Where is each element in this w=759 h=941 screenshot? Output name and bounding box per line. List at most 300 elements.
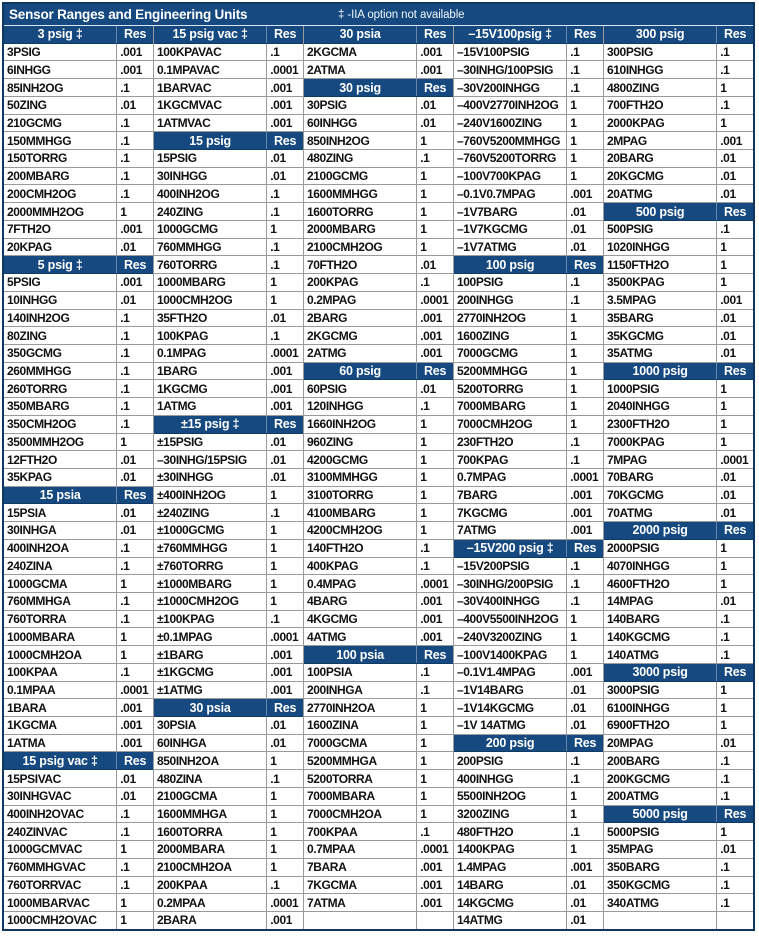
unit-value: 2770INH2OG (454, 310, 567, 327)
res-value: 1 (570, 399, 577, 414)
unit-value: 4800ZING (604, 79, 717, 96)
unit-value: 4BARG (304, 593, 417, 610)
section-header (454, 735, 603, 753)
res-value: 1 (120, 913, 127, 928)
unit-value: 140KGCMG (604, 628, 717, 645)
unit-value: 850INH2OA (154, 752, 267, 769)
res-value: .1 (720, 45, 730, 60)
section-header (604, 522, 753, 540)
range-row (604, 841, 753, 859)
unit-value: –240V1600ZING (454, 115, 567, 132)
res-value: .001 (270, 682, 292, 697)
unit-value: 760TORRVAC (4, 877, 117, 894)
unit-value: 1600TORRA (154, 823, 267, 840)
unit-value: 7MPAG (604, 451, 717, 468)
range-row (154, 451, 303, 469)
res-value: .01 (570, 718, 586, 733)
res-value: 1 (270, 275, 277, 290)
res-value: .001 (420, 62, 442, 77)
range-row (304, 469, 453, 487)
unit-value: 400INHGG (454, 770, 567, 787)
unit-value: ±100KPAG (154, 611, 267, 628)
res-value: 1 (270, 594, 277, 609)
unit-value: 400KPAG (304, 558, 417, 575)
unit-value: 1000MBARA (4, 628, 117, 645)
range-row (304, 44, 453, 62)
res-header-label: Res (723, 806, 747, 821)
range-row (4, 434, 153, 452)
range-row (454, 788, 603, 806)
range-row (4, 79, 153, 97)
range-row (4, 735, 153, 753)
range-row (154, 363, 303, 381)
unit-value: 0.1MPAA (4, 682, 117, 699)
range-row (604, 735, 753, 753)
unit-value: 850INH2OG (304, 132, 417, 149)
unit-value: 60PSIG (304, 380, 417, 397)
range-row (154, 558, 303, 576)
range-row (304, 487, 453, 505)
unit-value: 1BARA (4, 699, 117, 716)
res-value: .001 (420, 612, 442, 627)
range-row (304, 150, 453, 168)
unit-value: 0.1MPAVAC (154, 61, 267, 78)
res-value: .01 (270, 434, 286, 449)
range-row (454, 699, 603, 717)
unit-value: 2300FTH2O (604, 416, 717, 433)
range-row (4, 788, 153, 806)
range-row (454, 841, 603, 859)
res-value: .01 (570, 700, 586, 715)
res-value: 1 (420, 222, 427, 237)
section-header-label: 30 psia (154, 699, 267, 716)
range-row (454, 380, 603, 398)
unit-value: 7KGCMA (304, 877, 417, 894)
section-header-label: 100 psig (454, 256, 567, 273)
unit-value: 150MMHGG (4, 132, 117, 149)
range-row (454, 628, 603, 646)
res-value: .01 (120, 789, 136, 804)
res-value: .001 (720, 133, 742, 148)
unit-value: 3200ZING (454, 806, 567, 823)
range-row (604, 327, 753, 345)
unit-value: 0.7MPAA (304, 841, 417, 858)
section-header-label: 500 psig (604, 203, 717, 220)
section-header (304, 363, 453, 381)
range-row (304, 628, 453, 646)
res-value: 1 (720, 434, 727, 449)
res-value: 1 (720, 115, 727, 130)
res-value: .1 (420, 275, 430, 290)
unit-value: 350MBARG (4, 398, 117, 415)
res-value: .01 (720, 842, 736, 857)
range-row (4, 150, 153, 168)
range-row (304, 752, 453, 770)
res-value: 1 (270, 293, 277, 308)
range-row (454, 522, 603, 540)
res-value: .01 (570, 877, 586, 892)
range-row (154, 398, 303, 416)
res-value: .1 (270, 257, 280, 272)
res-value: .01 (270, 169, 286, 184)
res-value: 1 (570, 789, 577, 804)
empty-res-cell (417, 912, 453, 929)
unit-value: 7BARG (454, 487, 567, 504)
unit-value: –400V5500INH2OG (454, 611, 567, 628)
res-value: .1 (720, 612, 730, 627)
unit-value: 1000MBARG (154, 274, 267, 291)
range-row (154, 593, 303, 611)
unit-value: 6INHGG (4, 61, 117, 78)
range-row (454, 97, 603, 115)
unit-value: 4600FTH2O (604, 575, 717, 592)
range-row (604, 61, 753, 79)
section-header-label: 15 psig vac ‡ (154, 26, 267, 43)
res-value: .1 (120, 328, 130, 343)
res-value: 1 (420, 806, 427, 821)
res-value: .1 (270, 612, 280, 627)
range-row (154, 806, 303, 824)
unit-value: 5200MMHGG (454, 363, 567, 380)
unit-value: –400V2770INH2OG (454, 97, 567, 114)
unit-value: 100PSIG (454, 274, 567, 291)
res-value: .1 (570, 576, 580, 591)
empty-unit-cell (604, 912, 717, 929)
range-row (4, 115, 153, 133)
unit-value: 20MPAG (604, 735, 717, 752)
section-header-label: 15 psia (4, 487, 117, 504)
section-header (454, 256, 603, 274)
res-value: .01 (720, 151, 736, 166)
range-row (304, 841, 453, 859)
unit-value: 2100GCMG (304, 168, 417, 185)
empty-row (304, 912, 453, 929)
range-row (154, 823, 303, 841)
section-header (4, 256, 153, 274)
range-row (454, 398, 603, 416)
res-value: .001 (720, 293, 742, 308)
res-value: .0001 (420, 842, 449, 857)
section-header-label: –15V100psig ‡ (454, 26, 567, 43)
range-row (604, 770, 753, 788)
res-value: 1 (420, 753, 427, 768)
res-value: 1 (570, 98, 577, 113)
range-row (304, 310, 453, 328)
range-row (4, 469, 153, 487)
range-row (604, 380, 753, 398)
res-value: .01 (720, 346, 736, 361)
res-value: 1 (420, 239, 427, 254)
range-row (454, 185, 603, 203)
unit-value: ±1BARG (154, 646, 267, 663)
range-row (154, 912, 303, 929)
unit-value: –100V700KPAG (454, 168, 567, 185)
unit-value: –760V5200MMHGG (454, 132, 567, 149)
unit-value: 1000GCMG (154, 221, 267, 238)
range-row (454, 115, 603, 133)
res-header-label: Res (723, 665, 747, 680)
unit-value: 240ZINVAC (4, 823, 117, 840)
range-row (454, 221, 603, 239)
unit-value: 0.7MPAG (454, 469, 567, 486)
range-row (304, 664, 453, 682)
range-row (304, 274, 453, 292)
unit-value: –30V400INHGG (454, 593, 567, 610)
range-row (604, 434, 753, 452)
unit-value: 15PSIVAC (4, 770, 117, 787)
range-row (454, 877, 603, 895)
range-row (304, 894, 453, 912)
res-value: .001 (270, 115, 292, 130)
res-value: 1 (570, 364, 577, 379)
res-value: .01 (120, 239, 136, 254)
res-value: .001 (570, 665, 592, 680)
res-value: 1 (420, 736, 427, 751)
res-value: 1 (420, 700, 427, 715)
res-header-label: Res (123, 257, 147, 272)
unit-value: 350GCMG (4, 345, 117, 362)
res-value: 1 (720, 417, 727, 432)
range-row (4, 646, 153, 664)
res-value: 1 (420, 452, 427, 467)
res-value: .01 (120, 771, 136, 786)
range-row (154, 646, 303, 664)
unit-value: 3000PSIG (604, 682, 717, 699)
unit-value: 7ATMA (304, 894, 417, 911)
unit-value: 80ZING (4, 327, 117, 344)
range-row (454, 310, 603, 328)
unit-value: 15PSIA (4, 504, 117, 521)
unit-value: 200ATMG (604, 788, 717, 805)
range-row (4, 611, 153, 629)
section-header (4, 752, 153, 770)
range-row (304, 859, 453, 877)
unit-value: 140BARG (604, 611, 717, 628)
unit-value: 50ZING (4, 97, 117, 114)
range-row (154, 717, 303, 735)
range-row (154, 504, 303, 522)
res-value: .1 (570, 62, 580, 77)
section-header-label: 60 psig (304, 363, 417, 380)
range-row (454, 504, 603, 522)
range-row (454, 487, 603, 505)
range-row (304, 823, 453, 841)
unit-value: –760V5200TORRG (454, 150, 567, 167)
res-value: 1 (720, 381, 727, 396)
footnote-legend: ‡ -IIA option not available (338, 8, 465, 21)
unit-value: 1000PSIG (604, 380, 717, 397)
range-row (4, 274, 153, 292)
res-value: 1 (420, 186, 427, 201)
range-row (604, 416, 753, 434)
unit-value: 7000MBARG (454, 398, 567, 415)
res-value: .1 (270, 505, 280, 520)
res-value: 1 (420, 470, 427, 485)
unit-value: ±240ZING (154, 504, 267, 521)
res-value: .1 (570, 80, 580, 95)
range-row (604, 44, 753, 62)
res-value: .01 (420, 381, 436, 396)
range-row (454, 416, 603, 434)
unit-value: 350BARG (604, 859, 717, 876)
range-row (304, 434, 453, 452)
table-columns (4, 26, 753, 929)
res-value: .01 (270, 310, 286, 325)
unit-value: 1KGCMVAC (154, 97, 267, 114)
res-value: .01 (720, 594, 736, 609)
range-row (604, 575, 753, 593)
res-header-label: Res (123, 488, 147, 503)
range-row (604, 877, 753, 895)
unit-value: ±400INH2OG (154, 487, 267, 504)
range-row (154, 434, 303, 452)
res-header-label: Res (723, 364, 747, 379)
range-row (604, 540, 753, 558)
range-row (454, 469, 603, 487)
range-row (154, 859, 303, 877)
unit-value: 100KPAA (4, 664, 117, 681)
unit-value: –0.1V1.4MPAG (454, 664, 567, 681)
res-value: .1 (570, 275, 580, 290)
res-value: .01 (420, 257, 436, 272)
res-value: .01 (120, 452, 136, 467)
unit-value: 2100GCMA (154, 788, 267, 805)
range-row (154, 115, 303, 133)
range-row (154, 628, 303, 646)
res-value: .1 (720, 98, 730, 113)
res-value: 1 (570, 115, 577, 130)
unit-value: 14KGCMG (454, 894, 567, 911)
res-value: .01 (720, 328, 736, 343)
res-value: .001 (420, 860, 442, 875)
unit-value: 35FTH2O (154, 310, 267, 327)
res-value: .1 (120, 806, 130, 821)
res-header-label: Res (723, 523, 747, 538)
range-row (604, 221, 753, 239)
res-value: .001 (270, 665, 292, 680)
unit-value: –1V14KGCMG (454, 699, 567, 716)
unit-value: –30INHG/200PSIG (454, 575, 567, 592)
section-header (604, 26, 753, 44)
section-header-label: 30 psia (304, 26, 417, 43)
unit-value: 4200CMH2OG (304, 522, 417, 539)
unit-value: 7000GCMG (454, 345, 567, 362)
unit-value: 350CMH2OG (4, 416, 117, 433)
unit-value: –30V200INHGG (454, 79, 567, 96)
res-header-label: Res (423, 80, 447, 95)
unit-value: 2MPAG (604, 132, 717, 149)
range-row (304, 788, 453, 806)
unit-value: 700FTH2O (604, 97, 717, 114)
unit-value: 1150FTH2O (604, 256, 717, 273)
res-value: .01 (120, 523, 136, 538)
unit-value: 200KPAG (304, 274, 417, 291)
range-row (304, 132, 453, 150)
res-value: .1 (720, 877, 730, 892)
range-row (154, 327, 303, 345)
section-header-label: 15 psig (154, 132, 267, 149)
range-row (4, 363, 153, 381)
unit-value: 200CMH2OG (4, 185, 117, 202)
unit-value: 1.4MPAG (454, 859, 567, 876)
res-header-label: Res (573, 257, 597, 272)
res-value: 1 (420, 488, 427, 503)
unit-value: 3100TORRG (304, 487, 417, 504)
unit-value: 400INH2OA (4, 540, 117, 557)
res-value: 1 (270, 558, 277, 573)
res-value: .0001 (120, 682, 149, 697)
unit-value: ±1000MBARG (154, 575, 267, 592)
res-value: .001 (120, 222, 142, 237)
range-row (454, 327, 603, 345)
unit-value: 2ATMA (304, 61, 417, 78)
unit-value: 200KGCMG (604, 770, 717, 787)
res-value: .01 (420, 115, 436, 130)
res-value: .1 (120, 133, 130, 148)
res-value: .001 (420, 629, 442, 644)
unit-value: 2000MBARA (154, 841, 267, 858)
res-value: .001 (420, 328, 442, 343)
empty-row (604, 912, 753, 929)
range-row (604, 469, 753, 487)
unit-value: 1600ZING (454, 327, 567, 344)
range-row (154, 221, 303, 239)
res-value: .1 (720, 629, 730, 644)
range-row (154, 735, 303, 753)
section-header (4, 487, 153, 505)
range-row (4, 682, 153, 700)
res-value: 1 (720, 558, 727, 573)
unit-value: 1000CMH2OG (154, 292, 267, 309)
unit-value: 5200MMHGA (304, 752, 417, 769)
unit-value: 2000KPAG (604, 115, 717, 132)
res-header-label: Res (123, 753, 147, 768)
res-value: 1 (720, 541, 727, 556)
unit-value: 1000CMH2OVAC (4, 912, 117, 929)
unit-value: 700KPAA (304, 823, 417, 840)
unit-value: 30PSIA (154, 717, 267, 734)
res-value: 1 (720, 824, 727, 839)
range-row (154, 79, 303, 97)
range-row (154, 752, 303, 770)
unit-value: –30INHG/15PSIG (154, 451, 267, 468)
res-value: 1 (270, 222, 277, 237)
range-row (604, 504, 753, 522)
res-value: .1 (420, 665, 430, 680)
res-value: .01 (270, 452, 286, 467)
range-row (154, 841, 303, 859)
res-value: .1 (270, 877, 280, 892)
range-row (304, 877, 453, 895)
range-row (604, 115, 753, 133)
res-value: 1 (120, 647, 127, 662)
range-row (304, 115, 453, 133)
res-value: .001 (420, 45, 442, 60)
res-value: 1 (420, 789, 427, 804)
range-row (4, 203, 153, 221)
range-row (304, 97, 453, 115)
res-value: .1 (570, 452, 580, 467)
unit-value: 610INHGG (604, 61, 717, 78)
res-value: .1 (720, 222, 730, 237)
res-value: .001 (420, 310, 442, 325)
res-value: .0001 (270, 629, 299, 644)
res-header-label: Res (423, 647, 447, 662)
res-value: .1 (570, 558, 580, 573)
range-row (454, 434, 603, 452)
unit-value: 2ATMG (304, 345, 417, 362)
range-row (454, 168, 603, 186)
